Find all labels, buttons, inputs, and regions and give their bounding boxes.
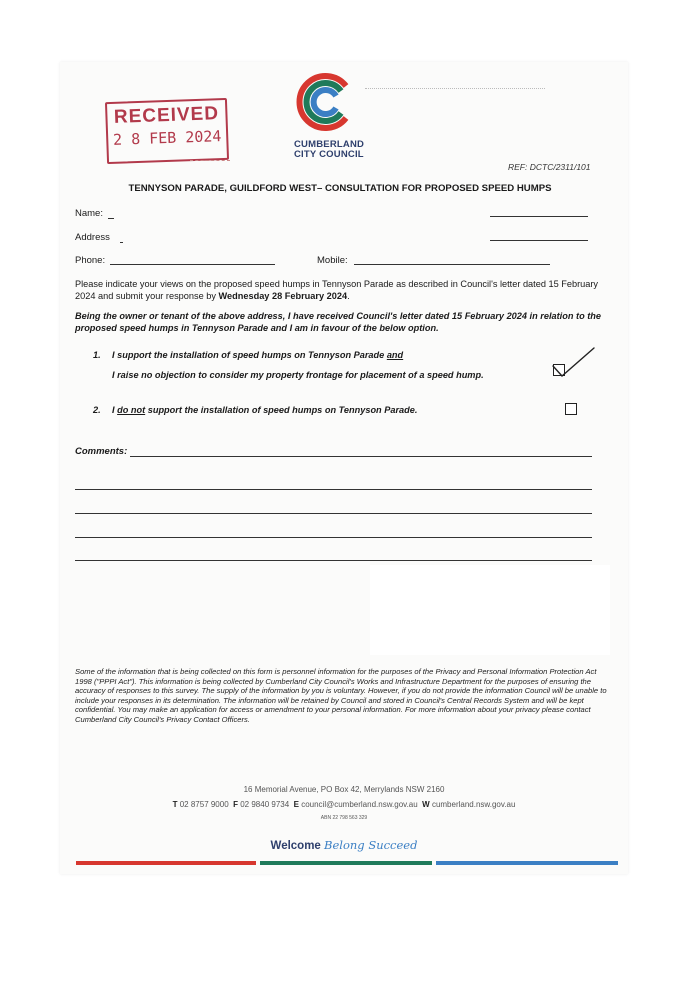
footer-website[interactable]: cumberland.nsw.gov.au	[431, 800, 516, 809]
redaction-patch	[370, 565, 610, 655]
footer-address: 16 Memorial Avenue, PO Box 42, Merrylands NSW 2160	[243, 785, 445, 794]
mobile-field[interactable]	[354, 264, 550, 265]
name-label: Name:	[75, 208, 103, 219]
received-stamp	[105, 98, 229, 164]
tagline-welcome: Welcome	[270, 840, 321, 852]
council-tagline	[60, 838, 628, 852]
phone-label: Phone:	[75, 255, 106, 266]
owner-statement: Being the owner or tenant of the above address, I have received Council's letter dated 15 February 2024 in relation to the proposed speed humps in Tennyson Parade and I am in favour of the below option.	[75, 311, 602, 333]
stamp-label: RECEIVED	[113, 103, 220, 128]
phone-field[interactable]	[110, 264, 275, 265]
comments-label: Comments:	[75, 446, 128, 457]
privacy-notice: Some of the information that is being collected on this form is personnel information for the purposes of the Privacy and Personal Information Protection Act 1998 ("PPPI Act"). This information is being collected by Cumberland City Council's Works and Infrastructure Department for the purposes of ensuring the accuracy of responses to this survey. The supply of the information by you is voluntary. However, if you do not provide the information Council will be unable to include your responses in its determination. The information will be retained by Council and stored in Council's Central Records System and will be kept confidential. You may make an application for access or amendment to your personal information. For more information about your privacy please contact Cumberland City Council's Privacy Contact Officers.	[75, 667, 607, 724]
option-2-text-a: I	[112, 405, 118, 415]
comment-line-4[interactable]	[75, 537, 592, 538]
option-1-text-a: I support the installation of speed humps on Tennyson Parade	[112, 350, 387, 360]
reference-number: REF: DCTC/2311/101	[508, 162, 591, 172]
footer-e-label: E	[293, 800, 299, 809]
option-2-number: 2.	[93, 405, 101, 415]
stamp-date: 2 8 FEB 2024	[112, 127, 222, 149]
intro-text: Please indicate your views on the proposed speed humps in Tennyson Parade as described in Council's letter dated 15 February 2024 and submit your response by	[75, 279, 599, 301]
faint-line	[365, 88, 545, 90]
footer-t-label: T	[172, 800, 178, 809]
option-1-text	[112, 350, 403, 360]
footer-contacts	[60, 800, 628, 809]
option-2-text-c: support the installation of speed humps on Tennyson Parade.	[145, 405, 418, 415]
footer-email[interactable]: council@cumberland.nsw.gov.au	[301, 800, 418, 809]
form-title: TENNYSON PARADE, GUILDFORD WEST– CONSULTATION FOR PROPOSED SPEED HUMPS	[128, 183, 552, 194]
option-2-do-not: do not	[117, 405, 146, 415]
name-field-start[interactable]	[108, 218, 114, 219]
comment-line-3[interactable]	[75, 513, 592, 514]
option-2-checkbox[interactable]	[565, 403, 577, 415]
name-field[interactable]	[490, 216, 588, 217]
address-field-start[interactable]	[120, 242, 123, 243]
address-label: Address	[75, 232, 110, 243]
comment-line-5[interactable]	[75, 560, 592, 561]
tagline-rest: Belong Succeed	[324, 838, 418, 852]
logo-line2: CITY COUNCIL	[294, 149, 364, 160]
stamp-dash	[190, 160, 230, 162]
council-logo-text	[294, 140, 364, 160]
footer-w-label: W	[422, 800, 430, 809]
footer-bar-red	[76, 861, 256, 865]
comment-line-1[interactable]	[130, 456, 592, 457]
intro-end: .	[347, 291, 350, 301]
checkmark-icon	[550, 346, 598, 380]
footer-abn: ABN 22 798 563 329	[320, 815, 368, 821]
logo-line1: CUMBERLAND	[294, 139, 365, 150]
option-2-text	[112, 405, 417, 415]
intro-deadline: Wednesday 28 February 2024	[218, 291, 348, 301]
option-1-and: and	[386, 350, 404, 360]
footer-bar-green	[260, 861, 432, 865]
address-field[interactable]	[490, 240, 588, 241]
option-1-number: 1.	[93, 350, 101, 360]
footer-f-label: F	[233, 800, 238, 809]
footer-phone: 02 8757 9000	[179, 800, 229, 809]
mobile-label: Mobile:	[317, 255, 348, 266]
intro-paragraph	[75, 278, 610, 302]
option-1-line2: I raise no objection to consider my property frontage for placement of a speed hump.	[112, 370, 484, 380]
council-logo-icon	[296, 70, 354, 134]
comment-line-2[interactable]	[75, 489, 592, 490]
footer-bar-blue	[436, 861, 618, 865]
footer-fax: 02 9840 9734	[240, 800, 290, 809]
